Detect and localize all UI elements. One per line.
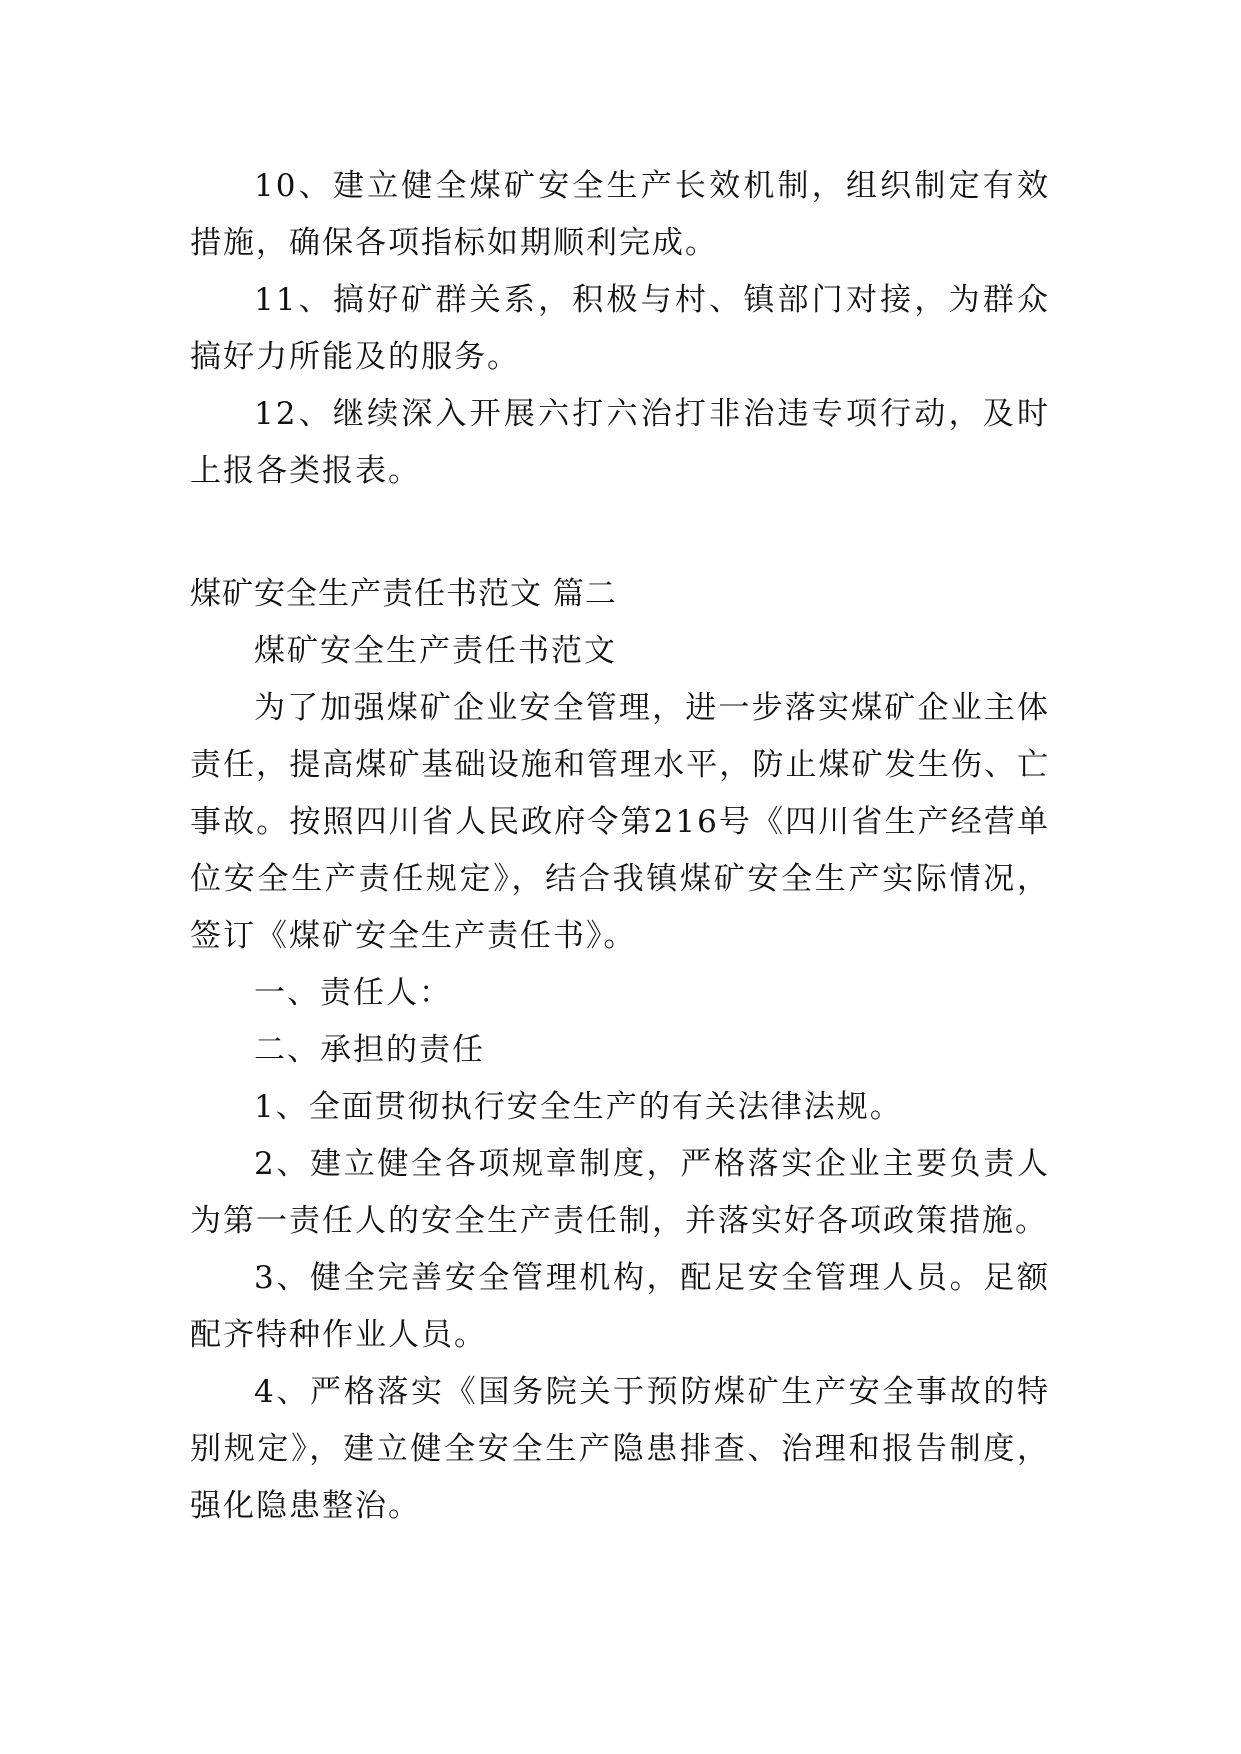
heading-responsible-person: 一、责任人： <box>254 975 452 1011</box>
paragraph-item-12: 12、继续深入开展六打六治打非治违专项行动，及时上报各类报表。 <box>190 396 1050 489</box>
section-spacer <box>190 500 1050 566</box>
paragraph-item-11: 11、搞好矿群关系，积极与村、镇部门对接，为群众搞好力所能及的服务。 <box>190 282 1050 375</box>
intro-paragraph: 为了加强煤矿企业安全管理，进一步落实煤矿企业主体责任，提高煤矿基础设施和管理水平，防止煤矿发生伤、亡事故。按照四川省人民政府令第216号《四川省生产经营单位安全生产责任规定》，结合我镇煤矿安全生产实际情况，签订《煤矿安全生产责任书》。 <box>190 690 1050 954</box>
heading-responsibilities: 二、承担的责任 <box>254 1032 485 1068</box>
section-heading: 煤矿安全生产责任书范文 篇二 <box>190 576 617 612</box>
responsibility-item-1: 1、全面贯彻执行安全生产的有关法律法规。 <box>254 1089 903 1125</box>
responsibility-item-2: 2、建立健全各项规章制度，严格落实企业主要负责人为第一责任人的安全生产责任制，并落实好各项政策措施。 <box>190 1146 1050 1239</box>
responsibility-item-3: 3、健全完善安全管理机构，配足安全管理人员。足额配齐特种作业人员。 <box>190 1260 1050 1353</box>
document-title: 煤矿安全生产责任书范文 <box>254 633 617 669</box>
document-page <box>190 158 1050 1535</box>
responsibility-item-4: 4、严格落实《国务院关于预防煤矿生产安全事故的特别规定》，建立健全安全生产隐患排查、治理和报告制度，强化隐患整治。 <box>190 1374 1050 1524</box>
paragraph-item-10: 10、建立健全煤矿安全生产长效机制，组织制定有效措施，确保各项指标如期顺利完成。 <box>190 168 1050 261</box>
